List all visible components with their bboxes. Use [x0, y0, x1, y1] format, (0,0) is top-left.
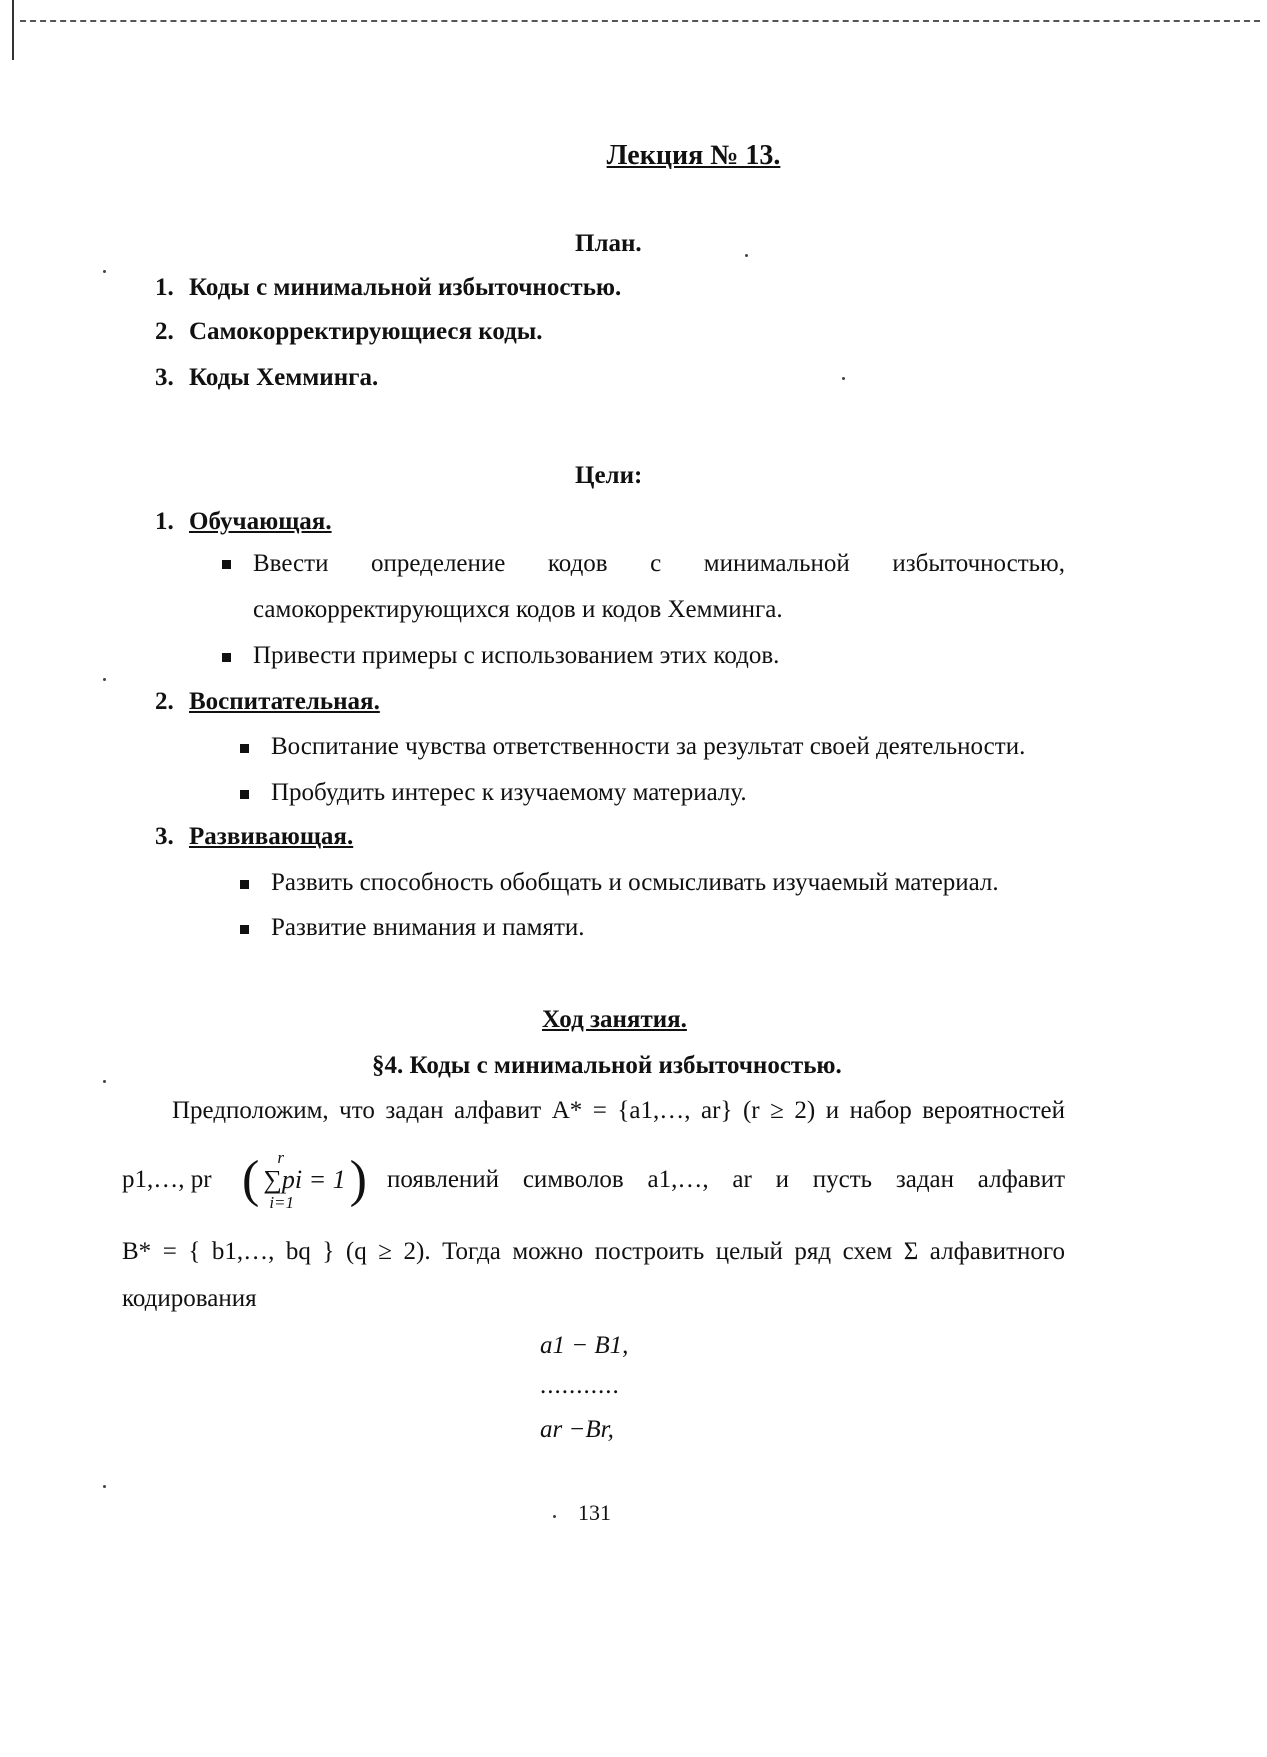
goal-number: 1. — [155, 508, 174, 535]
bullet-text: Развитие внимания и памяти. — [271, 914, 585, 941]
sum-formula — [242, 1149, 367, 1212]
bullet-text: Воспитание чувства ответственности за результат своей деятельности. — [271, 733, 1026, 760]
scan-speck — [103, 678, 106, 681]
bullet-icon — [222, 560, 231, 569]
plan-item-number: 3. — [155, 364, 174, 391]
bullet-text: Развить способность обобщать и осмысливать изучаемый материал. — [271, 869, 999, 896]
bullet-icon — [240, 925, 249, 934]
bullet-text: Привести примеры с использованием этих кодов. — [253, 642, 780, 669]
section-heading: §4. Коды с минимальной избыточностью. — [372, 1052, 842, 1079]
bullet-icon — [240, 744, 249, 753]
scan-speck — [103, 1485, 106, 1488]
paragraph-line-2-left: p1,…, pr — [122, 1166, 212, 1193]
plan-item-text: Коды с минимальной избыточностью. — [189, 274, 622, 301]
plan-item-text: Самокорректирующиеся коды. — [189, 318, 543, 345]
scan-speck — [745, 254, 748, 257]
paragraph-line-2 — [122, 1145, 1065, 1215]
scheme-dots: ........... — [540, 1372, 620, 1399]
plan-item-1 — [155, 274, 621, 302]
scan-speck — [103, 1080, 106, 1083]
goals-heading: Цели: — [575, 462, 643, 489]
scheme-line-1: a1 − B1, — [540, 1332, 629, 1359]
sum-lower-limit: i=1 — [269, 1193, 295, 1213]
plan-heading: План. — [575, 230, 642, 257]
goal-1-bullet-1-line-2: самокорректирующихся кодов и кодов Хемминга. — [253, 596, 783, 623]
plan-item-number: 1. — [155, 274, 174, 301]
paragraph-line-1: Предположим, что задан алфавит A* = {a1,…, ar} (r ≥ 2) и набор вероятностей — [172, 1097, 1065, 1124]
goal-2-title — [155, 688, 380, 716]
paragraph-line-2-right: появлений символов a1,…, ar и пусть задан алфавит — [386, 1166, 1065, 1193]
goal-1-bullet-1 — [222, 550, 1065, 578]
plan-item-2 — [155, 318, 543, 346]
bullet-text: Пробудить интерес к изучаемому материалу. — [271, 779, 747, 806]
goal-1-title — [155, 508, 332, 536]
scan-speck — [842, 377, 845, 380]
paragraph-line-4: кодирования — [122, 1285, 257, 1312]
paragraph-line-3: B* = { b1,…, bq } (q ≥ 2). Тогда можно построить целый ряд схем Σ алфавитного — [122, 1238, 1065, 1265]
scan-speck — [553, 1515, 556, 1518]
plan-item-3 — [155, 364, 378, 392]
goal-number: 3. — [155, 823, 174, 850]
lecture-title-text: Лекция № 13. — [606, 140, 781, 171]
goal-3-bullet-1 — [240, 869, 999, 897]
lecture-title — [0, 140, 1267, 172]
plan-item-text: Коды Хемминга. — [189, 364, 379, 391]
goal-3-bullet-2 — [240, 914, 585, 942]
sum-upper-limit: r — [277, 1147, 284, 1167]
bullet-text-line-1: Ввести определение кодов с минимальной избыточностью, — [253, 550, 1065, 577]
course-heading: Ход занятия. — [542, 1006, 687, 1033]
goal-title: Воспитательная. — [189, 688, 380, 715]
goal-title: Развивающая. — [189, 823, 354, 850]
goal-title: Обучающая. — [189, 508, 332, 535]
scan-speck — [103, 270, 106, 273]
bullet-icon — [240, 790, 249, 799]
paren-open-icon: ( — [242, 1151, 260, 1208]
page-number: 131 — [578, 1500, 611, 1525]
goal-2-bullet-1 — [240, 733, 1025, 761]
sum-expression — [263, 1149, 345, 1212]
goal-2-bullet-2 — [240, 779, 747, 807]
left-scan-rule — [12, 0, 14, 60]
sum-body: ∑pi = 1 — [263, 1164, 346, 1194]
scheme-line-3: ar −Br, — [540, 1416, 614, 1443]
bullet-icon — [222, 653, 231, 662]
top-scan-rule — [20, 20, 1260, 22]
plan-item-number: 2. — [155, 318, 174, 345]
goal-1-bullet-2 — [222, 642, 779, 670]
goal-3-title — [155, 823, 353, 851]
paren-close-icon: ) — [349, 1151, 367, 1208]
goal-number: 2. — [155, 688, 174, 715]
bullet-icon — [240, 880, 249, 889]
